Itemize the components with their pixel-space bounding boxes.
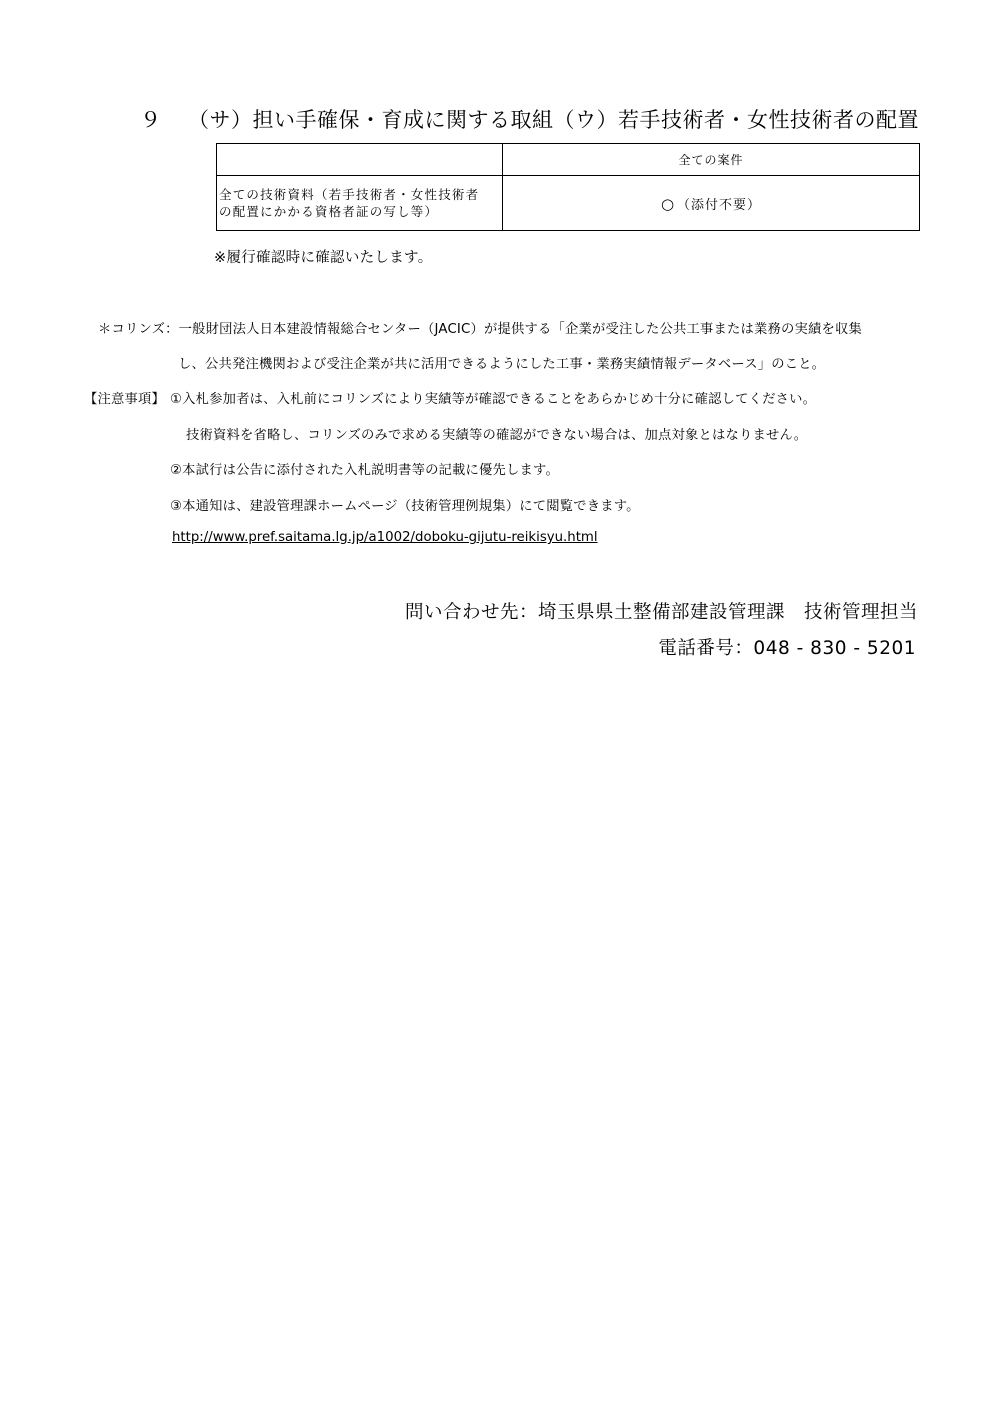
row-label-line: 全ての技術資料（若手技術者・女性技術者	[219, 187, 480, 202]
row-label-technical-documents	[217, 176, 503, 231]
notes-label: 【注意事項】	[84, 392, 165, 407]
table-row	[217, 176, 920, 231]
row-label-line: の配置にかかる資格者証の写し等）	[219, 204, 439, 219]
contact-line: 問い合わせ先：埼玉県県土整備部建設管理課 技術管理担当	[404, 602, 918, 623]
manual-url-link[interactable]: http://www.pref.saitama.lg.jp/a1002/doboku-gijutu-reikisyu.html	[172, 530, 598, 545]
column-header-all-cases: 全ての案件	[503, 144, 920, 176]
note-item-1-line1: ①入札参加者は、入札前にコリンズにより実績等が確認できることをあらかじめ十分に確認してください。	[170, 392, 817, 407]
note-item-1-line2: 技術資料を省略し、コリンズのみで求める実績等の確認ができない場合は、加点対象とはなりません。	[186, 428, 808, 443]
value-note: （添付不要）	[677, 197, 762, 213]
section-title: （サ）担い手確保・育成に関する取組（ウ）若手技術者・女性技術者の配置	[188, 108, 919, 132]
corins-definition-line1: ＊コリンズ：一般財団法人日本建設情報総合センター（JACIC）が提供する「企業が受注した公共工事または業務の実績を収集	[98, 322, 862, 337]
section-heading	[140, 104, 940, 134]
requirements-table	[216, 143, 920, 231]
note-item-2: ②本試行は公告に添付された入札説明書等の記載に優先します。	[170, 463, 559, 478]
note-item-3: ③本通知は、建設管理課ホームページ（技術管理例規集）にて閲覧できます。	[170, 499, 640, 514]
phone-number: 電話番号：048 - 830 - 5201	[658, 638, 916, 659]
table-header-row	[217, 144, 920, 176]
cell-value	[503, 176, 920, 231]
section-number: ９	[140, 108, 162, 132]
circle-mark: ○	[660, 194, 676, 213]
corins-definition-line2: し、公共発注機関および受注企業が共に活用できるようにした工事・業務実績情報データベース」のこと。	[178, 357, 826, 372]
table-note: ※履行確認時に確認いたします。	[214, 250, 433, 266]
table-corner-cell	[217, 144, 503, 176]
